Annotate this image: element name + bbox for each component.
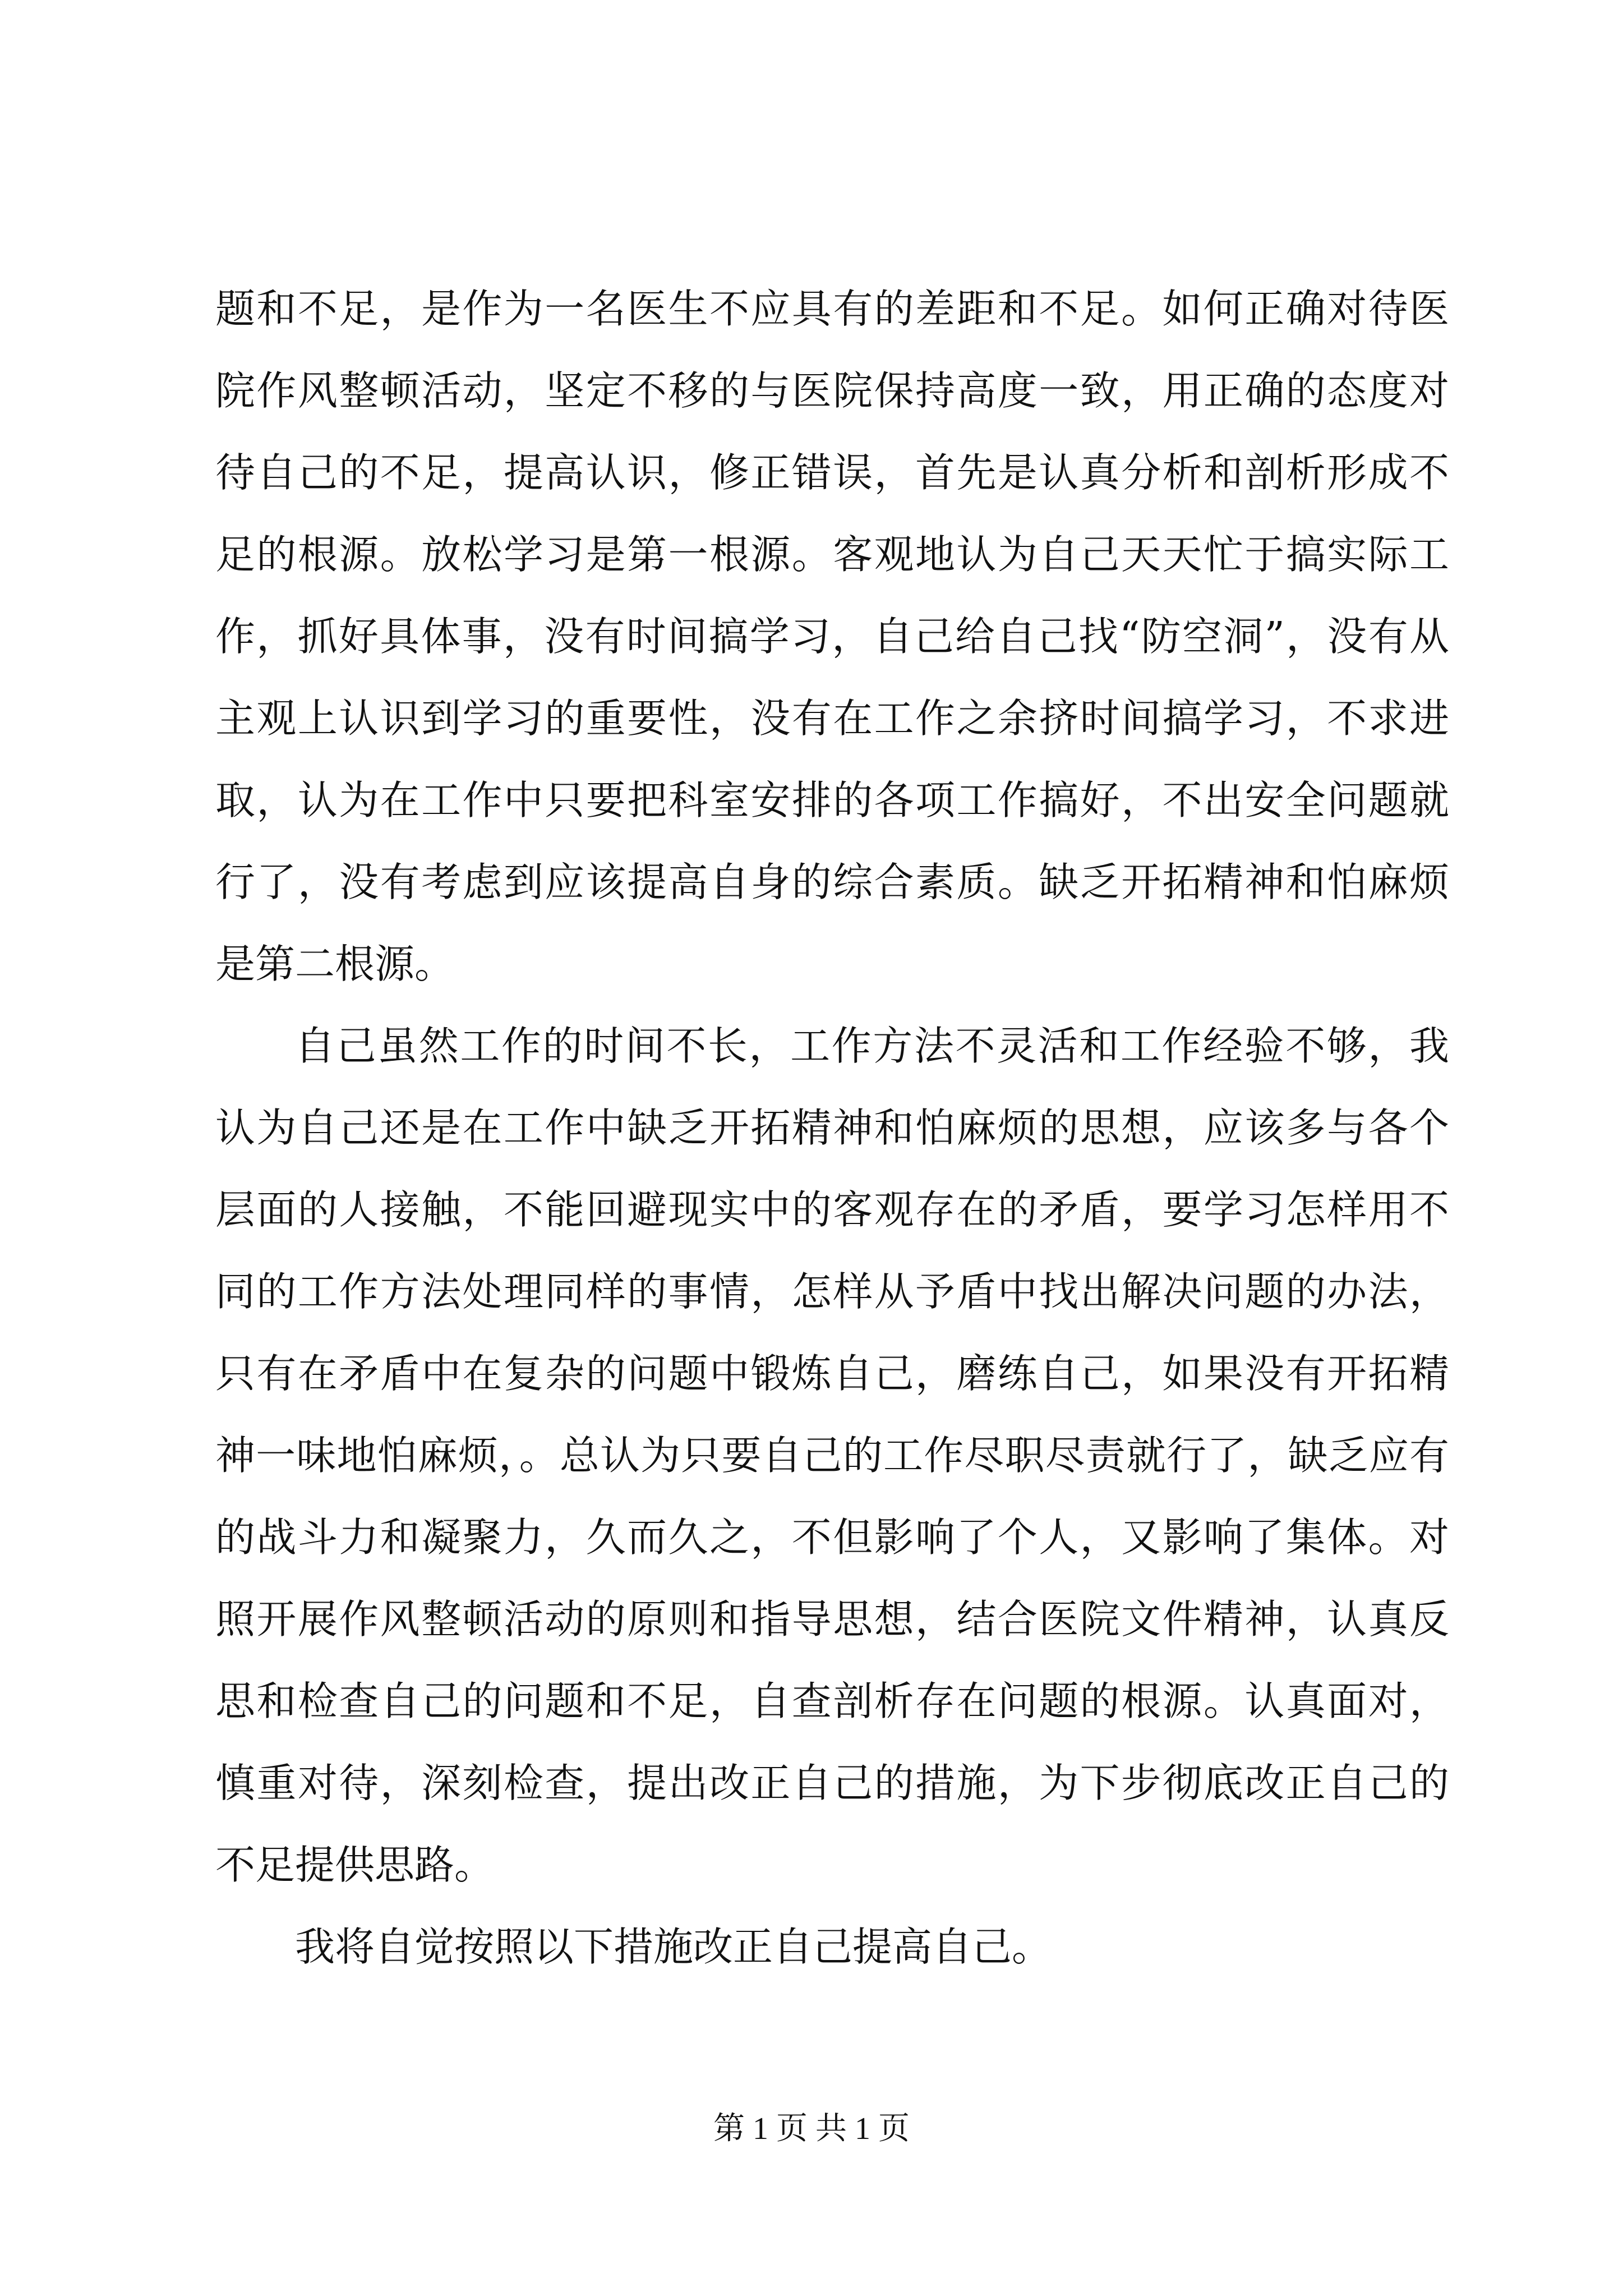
paragraph-1: 题和不足，是作为一名医生不应具有的差距和不足。如何正确对待医院作风整顿活动，坚定不移的与医院保持高度一致，用正确的态度对待自己的不足，提高认识，修正错误，首先是认真分析和剖析形成不足的根源。放松学习是第一根源。客观地认为自己天天忙于搞实际工作，抓好具体事，没有时间搞学习，自己给自己找“防空洞”，没有从主观上认识到学习的重要性，没有在工作之余挤时间搞学习，不求进取，认为在工作中只要把科室安排的各项工作搞好，不出安全问题就行了，没有考虑到应该提高自身的综合素质。缺乏开拓精神和怕麻烦是第二根源。 — [215, 286, 1449, 987]
page-footer: 第 1 页 共 1 页 — [713, 2111, 910, 2146]
paragraph-2: 自己虽然工作的时间不长，工作方法不灵活和工作经验不够，我认为自己还是在工作中缺乏开拓精神和怕麻烦的思想，应该多与各个层面的人接触，不能回避现实中的客观存在的矛盾，要学习怎样用不同的工作方法处理同样的事情，怎样从予盾中找出解决问题的办法，只有在矛盾中在复杂的问题中锻炼自己，磨练自己，如果没有开拓精神一味地怕麻烦，。总认为只要自己的工作尽职尽责就行了，缺乏应有的战斗力和凝聚力，久而久之，不但影响了个人，又影响了集体。对照开展作风整顿活动的原则和指导思想，结合医院文件精神，认真反思和检查自己的问题和不足，自查剖析存在问题的根源。认真面对，慎重对待，深刻检查，提出改正自己的措施，为下步彻底改正自己的不足提供思路。 — [215, 1023, 1449, 1888]
document-body — [215, 268, 1449, 1988]
paragraph-3: 我将自觉按照以下措施改正自己提高自己。 — [295, 1924, 1052, 1970]
